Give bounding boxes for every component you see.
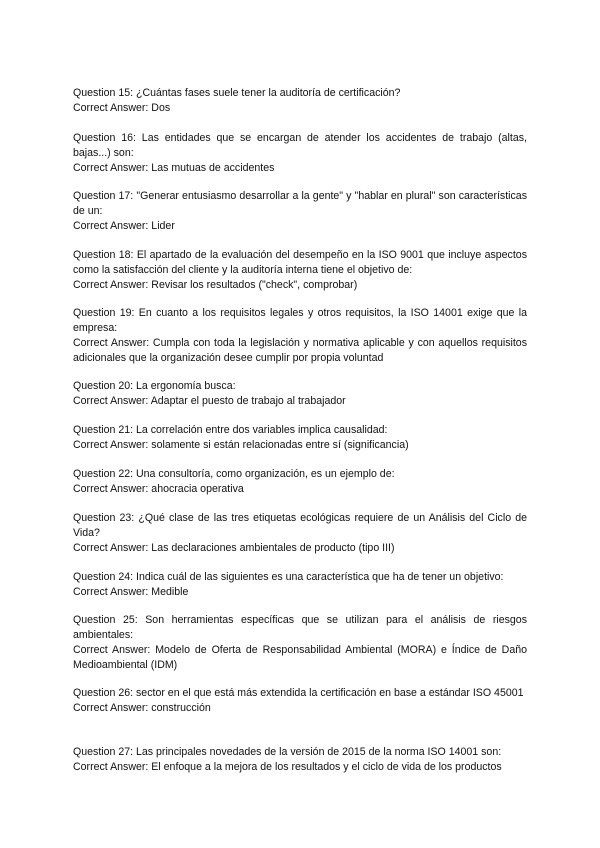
answer-text: Correct Answer: Las mutuas de accidentes: [73, 162, 275, 174]
qa-item-17: [73, 189, 527, 234]
qa-item-22: [73, 467, 527, 497]
question-text: Question 23: ¿Qué clase de las tres etiquetas ecológicas requiere de un Análisis del Ciclo de Vida?: [73, 512, 527, 539]
qa-item-27: [73, 745, 527, 775]
qa-item-19: [73, 306, 527, 366]
answer-text: Correct Answer: Lider: [73, 220, 175, 232]
answer-text: Correct Answer: construcción: [73, 702, 211, 714]
question-text: Question 20: La ergonomía busca:: [73, 380, 236, 392]
answer-text: Correct Answer: Medible: [73, 586, 189, 598]
answer-text: Correct Answer: Adaptar el puesto de trabajo al trabajador: [73, 395, 346, 407]
qa-item-25: [73, 613, 527, 673]
answer-text: Correct Answer: Cumpla con toda la legislación y normativa aplicable y con aquellos requisitos adicionales que la organización desee cumplir por propia voluntad: [73, 337, 527, 364]
question-text: Question 27: Las principales novedades de la versión de 2015 de la norma ISO 14001 son:: [73, 746, 502, 758]
question-text: Question 22: Una consultoría, como organización, es un ejemplo de:: [73, 468, 395, 480]
question-text: Question 24: Indica cuál de las siguientes es una característica que ha de tener un objetivo:: [73, 571, 504, 583]
question-text: Question 17: "Generar entusiasmo desarrollar a la gente" y "hablar en plural" son características de un:: [73, 190, 527, 217]
qa-item-21: [73, 423, 527, 453]
question-text: Question 15: ¿Cuántas fases suele tener la auditoría de certificación?: [73, 87, 401, 99]
question-text: Question 26: sector en el que está más extendida la certificación en base a estándar ISO 45001: [73, 687, 524, 699]
question-text: Question 19: En cuanto a los requisitos legales y otros requisitos, la ISO 14001 exige que la empresa:: [73, 307, 527, 334]
answer-text: Correct Answer: Modelo de Oferta de Responsabilidad Ambiental (MORA) e Índice de Daño Medioambiental (IDM): [73, 644, 527, 671]
qa-item-26: [73, 686, 527, 716]
qa-item-18: [73, 248, 527, 293]
qa-item-23: [73, 511, 527, 556]
question-text: Question 25: Son herramientas específicas que se utilizan para el análisis de riesgos ambientales:: [73, 614, 527, 641]
answer-text: Correct Answer: Revisar los resultados ("check", comprobar): [73, 279, 358, 291]
question-text: Question 16: Las entidades que se encargan de atender los accidentes de trabajo (altas, bajas...) son:: [73, 132, 527, 159]
qa-item-20: [73, 379, 527, 409]
answer-text: Correct Answer: solamente si están relacionadas entre sí (significancia): [73, 439, 409, 451]
answer-text: Correct Answer: El enfoque a la mejora de los resultados y el ciclo de vida de los productos: [73, 761, 502, 773]
qa-item-15: [73, 86, 527, 116]
answer-text: Correct Answer: Dos: [73, 102, 171, 114]
qa-item-24: [73, 570, 527, 600]
question-text: Question 18: El apartado de la evaluación del desempeño en la ISO 9001 que incluye aspectos como la satisfacción del cliente y la auditoría interna tiene el objetivo de:: [73, 249, 527, 276]
answer-text: Correct Answer: ahocracia operativa: [73, 483, 244, 495]
question-text: Question 21: La correlación entre dos variables implica causalidad:: [73, 424, 388, 436]
qa-item-16: [73, 131, 527, 176]
answer-text: Correct Answer: Las declaraciones ambientales de producto (tipo III): [73, 542, 395, 554]
